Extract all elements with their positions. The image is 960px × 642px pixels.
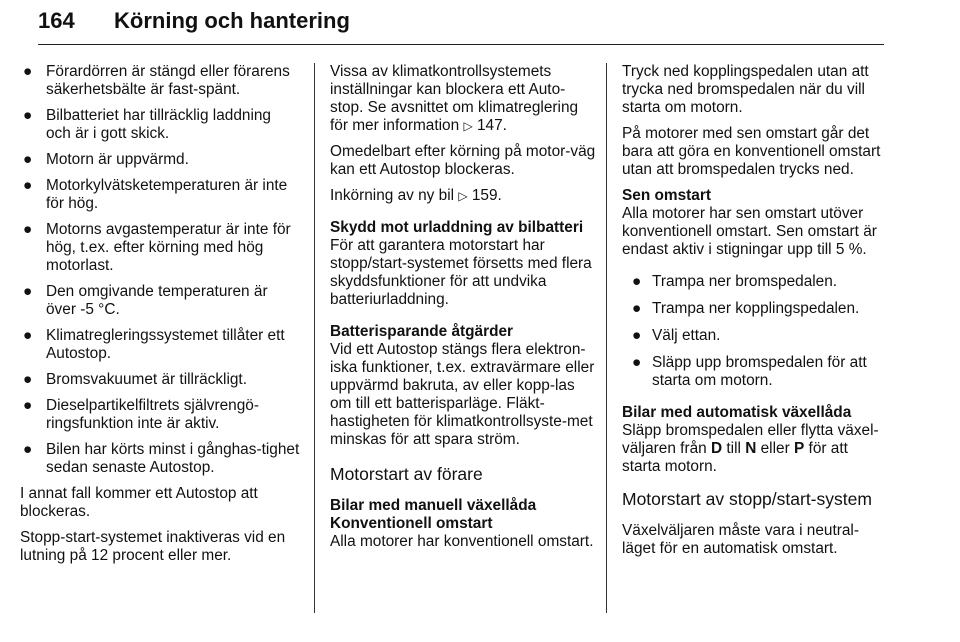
bullet-icon: ● [632, 354, 642, 371]
list-item [20, 177, 300, 213]
subsection-text: Alla motorer har sen omstart utöver konventionell omstart. Sen omstart är endast aktiv i stigningar upp till 5 %. [622, 205, 877, 258]
list-item-text: Motorkylvätsketemperaturen är inte för hög. [46, 177, 288, 212]
list-item [622, 354, 888, 390]
subsection [330, 219, 598, 309]
list-item-text: Förardörren är stängd eller förarens säkerhetsbälte är fast-spänt. [46, 63, 290, 98]
bullet-icon: ● [23, 107, 33, 124]
column-2 [330, 63, 598, 559]
paragraph-text: Inkörning av ny bil [330, 187, 455, 204]
column-divider [606, 63, 607, 613]
column-divider [314, 63, 315, 613]
subsection-text: Vid ett Autostop stängs flera elektron-iska funktioner, t.ex. extravärmare eller uppvärmd bakruta, av eller kopp-las om till ett batterisparläge. Fläkt-hastigheten för klimatkontrollsyste-met minskas för att spara ström. [330, 341, 595, 448]
bullet-icon: ● [23, 151, 33, 168]
paragraph [330, 63, 598, 135]
list-item [20, 63, 300, 99]
paragraph-text: Vissa av klimatkontrollsystemets inställningar kan blockera ett Auto-stop. Se avsnittet om klimatreglering för mer information [330, 63, 579, 134]
paragraph: I annat fall kommer ett Autostop att blockeras. [20, 485, 258, 520]
list-item-text: Släpp upp bromspedalen för att starta om motorn. [652, 354, 867, 389]
subsection-text: för att starta motorn. [622, 440, 848, 475]
bullet-icon: ● [23, 327, 33, 344]
page-reference[interactable]: 147. [476, 117, 507, 134]
list-item [622, 300, 888, 318]
column-3 [622, 63, 888, 566]
bullet-icon: ● [23, 441, 33, 458]
paragraph: På motorer med sen omstart går det bara att göra en konventionell omstart utan att bromspedalen trycks ned. [622, 125, 881, 178]
bullet-icon: ● [23, 283, 33, 300]
list-item [20, 151, 300, 169]
list-item [20, 221, 300, 275]
column-1 [20, 63, 300, 573]
subsection [622, 187, 888, 259]
bullet-icon: ● [632, 273, 642, 290]
gear-label: N [745, 440, 757, 457]
list-item-text: Trampa ner kopplingspedalen. [652, 300, 860, 317]
list-item-text: Den omgivande temperaturen är över -5 °C. [46, 283, 268, 318]
subsection-text: Släpp bromspedalen eller flytta växel-väljaren från [622, 422, 879, 457]
subsection-heading: Sen omstart [622, 187, 711, 204]
subsection-heading: Batterisparande åtgärder [330, 323, 514, 340]
subsection-text: till [726, 440, 741, 457]
subsection-heading: Skydd mot urladdning av bilbatteri [330, 219, 584, 236]
list-item-text: Bilbatteriet har tillräcklig laddning och är i gott skick. [46, 107, 271, 142]
gear-label: P [794, 440, 805, 457]
page-header [38, 6, 884, 45]
section-heading: Motorstart av stopp/start-system [622, 489, 872, 509]
subsection-text: Alla motorer har konventionell omstart. [330, 533, 594, 550]
list-item-text: Trampa ner bromspedalen. [652, 273, 838, 290]
paragraph: Omedelbart efter körning på motor-väg kan ett Autostop blockeras. [330, 143, 596, 178]
gear-label: D [710, 440, 723, 457]
list-item-text: Välj ettan. [652, 327, 721, 344]
list-item [20, 327, 300, 363]
list-item-text: Bromsvakuumet är tillräckligt. [46, 371, 247, 388]
list-item-text: Bilen har körts minst i gånghas-tighet sedan senaste Autostop. [46, 441, 300, 476]
subsection-text: För att garantera motorstart har stopp/start-systemet försetts med flera skyddsfunktioner för att undvika batteriurladdning. [330, 237, 592, 308]
list-item-text: Klimatregleringssystemet tillåter ett Autostop. [46, 327, 285, 362]
condition-list [20, 63, 300, 477]
list-item-text: Motorns avgastemperatur är inte för hög, t.ex. efter körning med hög motorlast. [46, 221, 291, 274]
paragraph: Tryck ned kopplingspedalen utan att trycka ned bromspedalen när du vill starta om motorn. [622, 63, 869, 116]
subsection [622, 404, 888, 476]
subsection-heading: Bilar med manuell växellåda [330, 497, 537, 514]
list-item [20, 397, 300, 433]
bullet-icon: ● [23, 371, 33, 388]
page-number: 164 [38, 8, 75, 33]
bullet-icon: ● [23, 63, 33, 80]
page-reference-icon: ▷ [458, 189, 468, 203]
subsection [330, 515, 598, 551]
list-item [622, 327, 888, 345]
chapter-title: Körning och hantering [114, 8, 350, 33]
subsection [330, 323, 598, 449]
bullet-icon: ● [23, 177, 33, 194]
list-item [20, 107, 300, 143]
page-reference[interactable]: 159. [471, 187, 502, 204]
bullet-icon: ● [23, 221, 33, 238]
bullet-icon: ● [632, 300, 642, 317]
list-item-text: Motorn är uppvärmd. [46, 151, 189, 168]
list-item [20, 441, 300, 477]
bullet-icon: ● [23, 397, 33, 414]
list-item [20, 371, 300, 389]
step-list [622, 273, 888, 390]
bullet-icon: ● [632, 327, 642, 344]
paragraph: Stopp-start-systemet inaktiveras vid en lutning på 12 procent eller mer. [20, 529, 286, 564]
paragraph [330, 187, 598, 205]
subsection-heading: Konventionell omstart [330, 515, 493, 532]
section-heading: Motorstart av förare [330, 464, 483, 484]
subsection-heading: Bilar med automatisk växellåda [622, 404, 852, 421]
list-item [622, 273, 888, 291]
subsection-text: eller [760, 440, 790, 457]
list-item [20, 283, 300, 319]
paragraph: Växelväljaren måste vara i neutral-läget för en automatisk omstart. [622, 522, 859, 557]
list-item-text: Dieselpartikelfiltrets självrengö-ringsfunktion inte är aktiv. [46, 397, 259, 432]
page-reference-icon: ▷ [463, 119, 473, 133]
